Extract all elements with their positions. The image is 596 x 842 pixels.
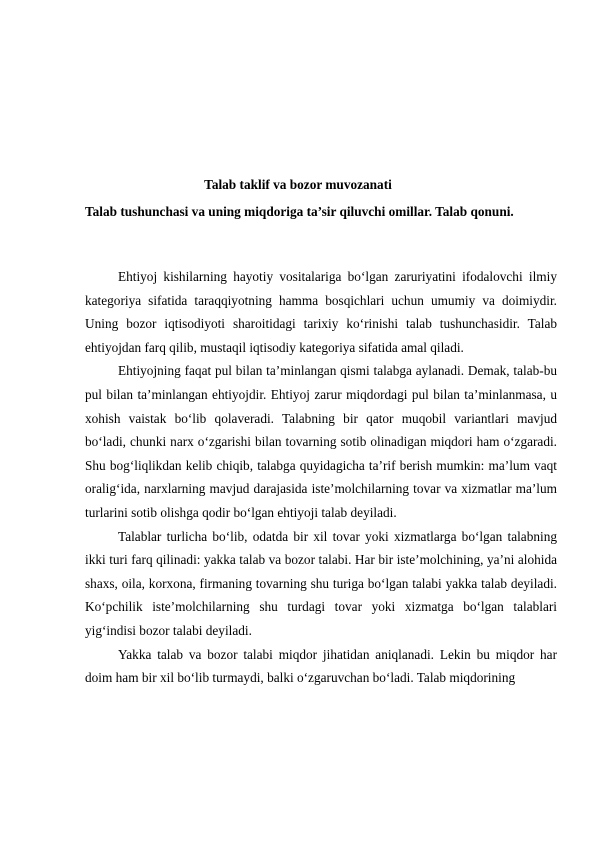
document-title: Talab taklif va bozor muvozanati: [204, 177, 392, 192]
section-heading: Talab tushunchasi va uning miqdoriga ta’sir qiluvchi omillar. Talab qonuni.: [85, 204, 514, 219]
paragraph: Talablar turlicha bo‘lib, odatda bir xil tovar yoki xizmatlarga bo‘lgan talabning ikki turi farq qilinadi: yakka talab va bozor talabi. Har bir iste’molchining, ya’ni alohida shaxs, oila, korxona, firmaning tovarning shu turiga bo‘lgan talabi yakka talab deyiladi. Ko‘pchilik iste’molchilarning shu turdagi tovar yoki xizmatga bo‘lgan talablari yig‘indisi bozor talabi deyiladi.: [85, 528, 557, 638]
paragraph: Ehtiyojning faqat pul bilan ta’minlangan qismi talabga aylanadi. Demak, talab-bu pul bilan ta’minlangan ehtiyojdir. Ehtiyoj zarur miqdordagi pul bilan ta’minlanmasa, u xohish vaistak bo‘lib qolaveradi. Talabning bir qator muqobil variantlari mavjud bo‘ladi, chunki narx o‘zgarishi bilan tovarning sotib olinadigan miqdori ham o‘zgaradi. Shu bog‘liqlikdan kelib chiqib, talabga quyidagicha ta’rif berish mumkin: ma’lum vaqt oralig‘ida, narxlarning mavjud darajasida iste’molchilarning tovar va xizmatlar ma’lum turlarini sotib olishga qodir bo‘lgan ehtiyoji talab deyiladi.: [85, 363, 557, 520]
body-text: [85, 265, 557, 690]
paragraph: Ehtiyoj kishilarning hayotiy vositalariga bo‘lgan zaruriyatini ifodalovchi ilmiy kategoriya sifatida taraqqiyotning hamma bosqichlari uchun umumiy va doimiydir. Uning bozor iqtisodiyoti sharoitidagi tarixiy ko‘rinishi talab tushunchasidir. Talab ehtiyojdan farq qilib, mustaqil iqtisodiy kategoriya sifatida amal qiladi.: [85, 269, 557, 355]
paragraph: Yakka talab va bozor talabi miqdor jihatidan aniqlanadi. Lekin bu miqdor har doim ham bir xil bo‘lib turmaydi, balki o‘zgaruvchan bo‘ladi. Talab miqdorining: [85, 646, 557, 686]
